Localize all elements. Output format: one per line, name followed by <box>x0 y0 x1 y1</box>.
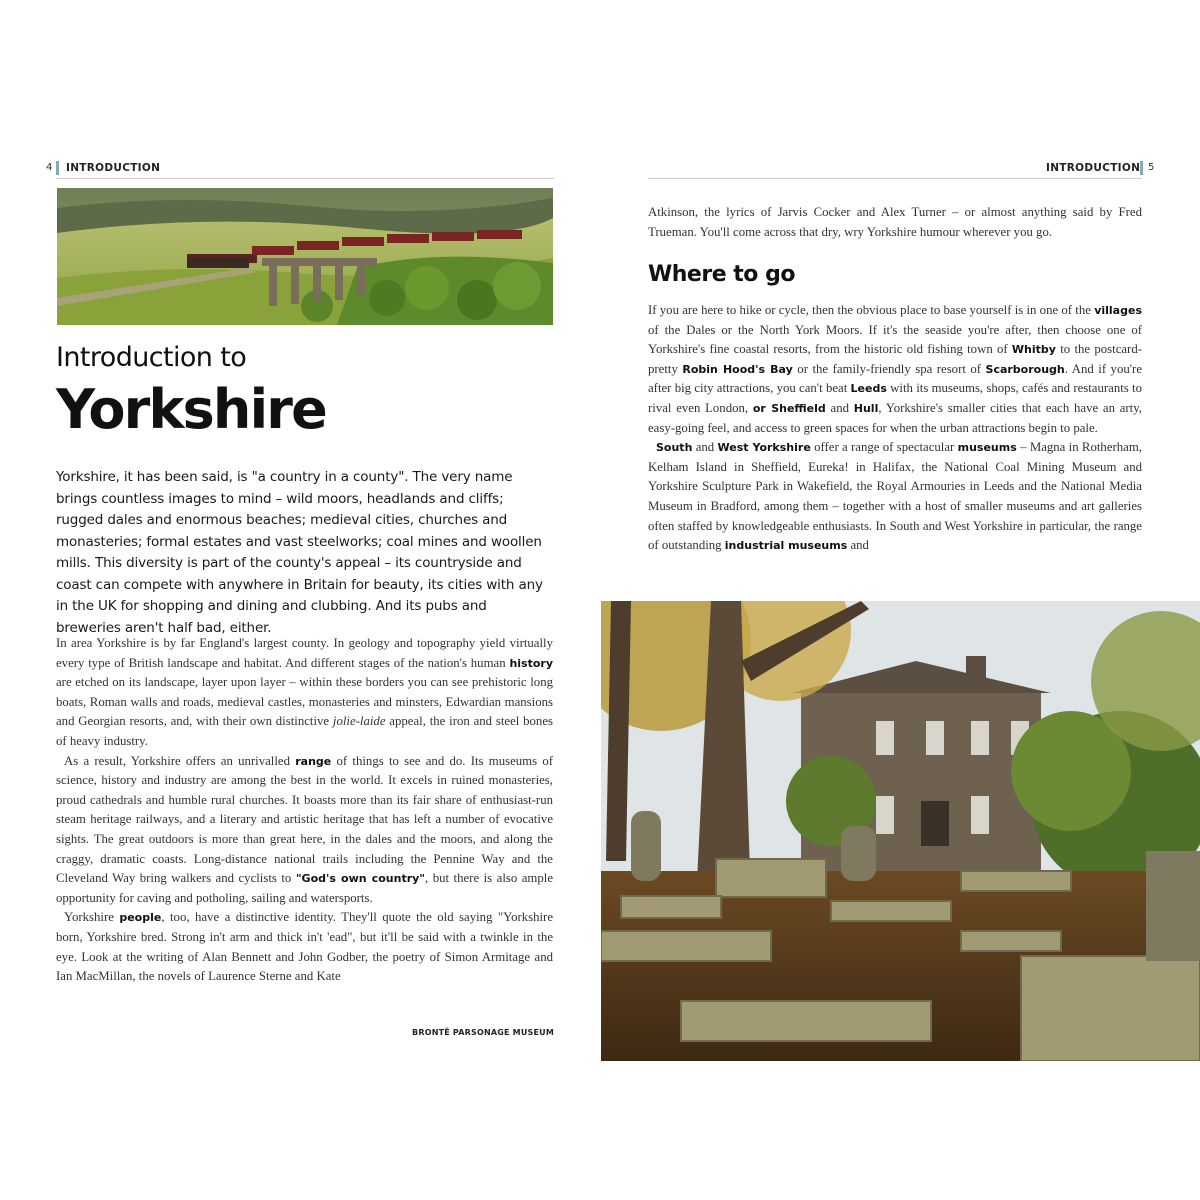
left-page-number: 4 <box>46 162 53 173</box>
left-paragraph-2: As a result, Yorkshire offers an unrivalled range of things to see and do. Its museums of science, history and industry are among the best in the world. It excels in ruined monasteries, proud cathedrals and humble rural churches. It boasts more than its fair share of enthusiast-run steam heritage railways, and a literary and artistic heritage that has left a number of evocative sights. The great outdoors is more than great here, in the dales and the moors, and along the craggy, dramatic coasts. Long-distance national trails including the Pennine Way and the Cleveland Way bring walkers and cyclists to "God's own country", but there is also ample opportunity for caving and potholing, sailing and watersports. <box>56 753 553 905</box>
right-paragraph-1: If you are here to hike or cycle, then the obvious place to base yourself is in one of the villages of the Dales or the North York Moors. If it's the seaside you're after, then choose one of Yorkshire's fine coastal resorts, from the historic old fishing town of Whitby to the postcard-pretty Robin Hood's Bay or the family-friendly spa resort of Scarborough. And if you're after big city attractions, you can't beat Leeds with its museums, shops, cafés and restaurants to rival even London, or Sheffield and Hull, Yorkshire's smaller cities that each have an arty, easy-going feel, and access to green spaces for when the urban attractions begin to pale. <box>648 303 1142 435</box>
page-title: Yorkshire <box>56 378 326 441</box>
right-page-number: 5 <box>1148 162 1155 173</box>
viaduct-steam-train-photo <box>57 188 553 325</box>
left-running-head: INTRODUCTION <box>66 162 161 174</box>
left-body-text <box>56 634 553 987</box>
right-running-head-bar <box>1140 161 1143 175</box>
section-heading: Where to go <box>648 262 795 287</box>
carryover-paragraph: Atkinson, the lyrics of Jarvis Cocker and Alex Turner – or almost anything said by Fred Trueman. You'll come across that dry, wry Yorkshire humour wherever you go. <box>648 205 1142 239</box>
left-paragraph-1: In area Yorkshire is by far England's largest county. In geology and topography yield virtually every type of British landscape and habitat. And different stages of the nation's human history are etched on its landscape, layer upon layer – within these borders you can see prehistoric long boats, Roman walls and roads, medieval castles, monasteries and minsters, Edwardian mansions and Georgian resorts, and, with their own distinctive jolie-laide appeal, the iron and steel bones of heavy industry. <box>56 636 553 748</box>
right-paragraph-2: South and West Yorkshire offer a range of spectacular museums – Magna in Rotherham, Kelham Island in Sheffield, Eureka! in Halifax, the National Coal Mining Museum and Yorkshire Sculpture Park in Wakefield, the Royal Armouries in Leeds and the National Media Museum in Bradford, among them – together with a host of smaller museums and art galleries often staffed by knowledgeable enthusiasts. In South and West Yorkshire in particular, the range of outstanding industrial museums and <box>648 440 1142 553</box>
title-small: Introduction to <box>56 342 247 373</box>
left-paragraph-3: Yorkshire people, too, have a distinctive identity. They'll quote the old saying "Yorkshire born, Yorkshire bred. Strong in't arm and thick in't 'ead", but it'll be said with a twinkle in the eye. Look at the writing of Alan Bennett and John Godber, the poetry of Simon Armitage and Ian MacMillan, the novels of Laurence Sterne and Kate <box>56 910 554 984</box>
right-running-head: INTRODUCTION <box>1046 162 1141 174</box>
left-running-head-bar <box>56 161 59 175</box>
lede-paragraph: Yorkshire, it has been said, is "a country in a county". The very name brings countless images to mind – wild moors, headlands and cliffs; rugged dales and enormous beaches; medieval cities, churches and monasteries; formal estates and vast steelworks; coal mines and woollen mills. This diversity is part of the county's appeal – its countryside and coast can compete with anywhere in Britain for beauty, its cities with any in the UK for shopping and dining and clubbing. And its pubs and breweries aren't half bad, either. <box>56 469 543 636</box>
parsonage-graveyard-photo <box>601 601 1200 1061</box>
left-head-rule <box>56 178 554 179</box>
right-body-text <box>648 301 1142 556</box>
right-head-rule <box>648 178 1142 179</box>
photo-caption: BRONTË PARSONAGE MUSEUM <box>412 1028 554 1037</box>
